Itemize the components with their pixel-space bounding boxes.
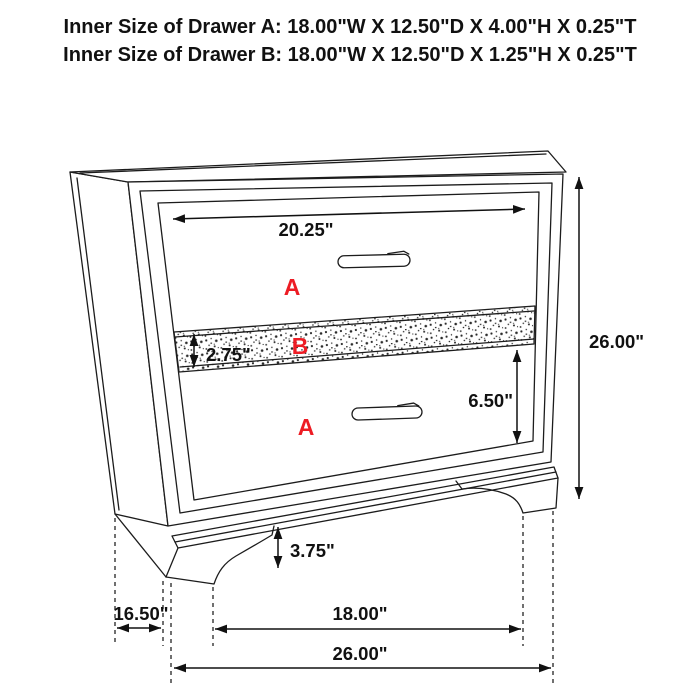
nightstand-drawing (70, 151, 566, 584)
leg-front-right (456, 478, 558, 513)
dimension-leg-height (278, 527, 335, 568)
dimension-side-depth (113, 603, 168, 628)
header-line-2: Inner Size of Drawer B: 18.00"W X 12.50"D X 1.25"H X 0.25"T (63, 44, 637, 66)
dimension-leg-height-label: 3.75" (290, 540, 335, 561)
dimension-overall-height (579, 177, 644, 499)
drawer-letter-a-bottom: A (297, 414, 315, 440)
drawer-letter-b: B (291, 333, 309, 359)
header-line-1: Inner Size of Drawer A: 18.00"W X 12.50"D X 4.00"H X 0.25"T (63, 16, 637, 38)
dimension-overall-width-label: 26.00" (332, 643, 388, 664)
dimension-between-legs-width-label: 18.00" (332, 603, 388, 624)
dimension-top-inner-width-label: 20.25" (278, 219, 334, 240)
dimension-between-legs-width (215, 603, 521, 629)
drawer-letter-a-top: A (283, 274, 301, 300)
dimension-overall-width (174, 643, 551, 668)
dimension-side-depth-label: 16.50" (113, 603, 169, 624)
dimension-bottom-drawer-inner-height-label: 6.50" (468, 390, 513, 411)
dimension-overall-height-label: 26.00" (589, 331, 645, 352)
dimension-middle-drawer-height-label: 2.75" (206, 344, 251, 365)
